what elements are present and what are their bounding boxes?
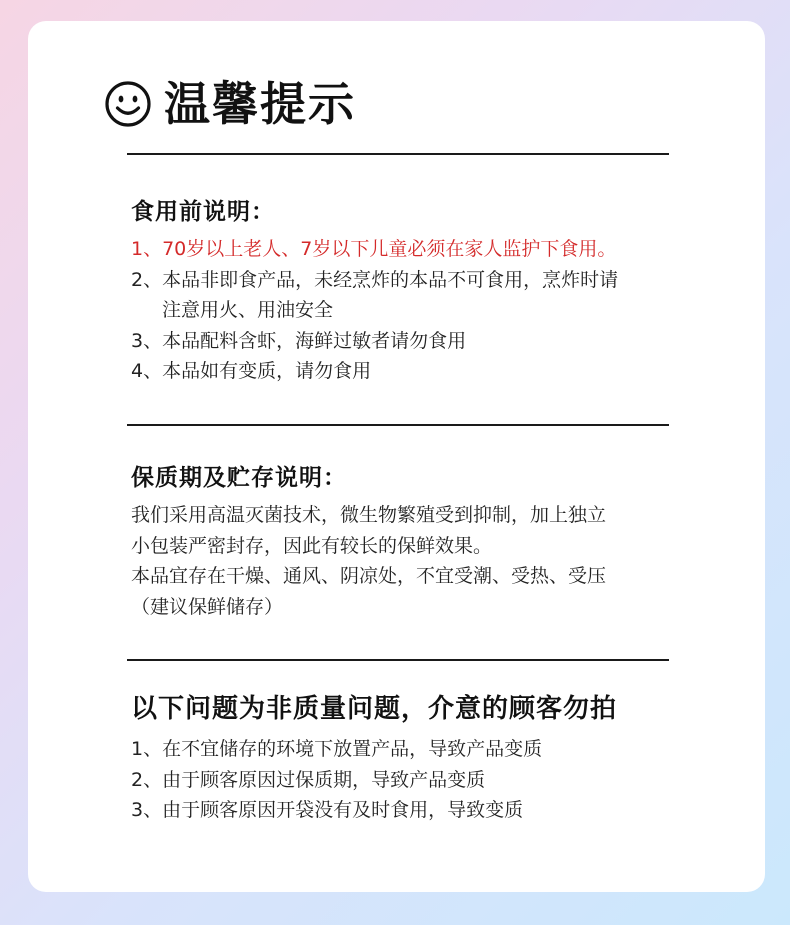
- paragraph-line: 本品宜存在干燥、通风、阴凉处，不宜受潮、受热、受压: [131, 565, 607, 587]
- section-heading: 食用前说明：: [131, 199, 275, 225]
- title-row: [104, 74, 356, 134]
- paragraph-line: 小包装严密封存，因此有较长的保鲜效果。: [131, 534, 493, 557]
- section-heading: 保质期及贮存说明：: [131, 465, 347, 491]
- section-storage: [131, 463, 711, 622]
- list-item: 1、在不宜储存的环境下放置产品，导致产品变质: [131, 738, 543, 760]
- list-item-continuation: 注意用火、用油安全: [162, 299, 334, 321]
- section-before-eating: [131, 197, 711, 387]
- smiley-face-icon: [104, 80, 152, 128]
- list-item: 3、本品配料含虾，海鲜过敏者请勿食用: [131, 329, 467, 352]
- list-item: 3、由于顾客原因开袋没有及时食用，导致变质: [131, 799, 524, 821]
- section-heading: 以下问题为非质量问题，介意的顾客勿拍: [131, 694, 618, 724]
- divider-top: [127, 153, 669, 155]
- list-item: 2、由于顾客原因过保质期，导致产品变质: [131, 768, 486, 791]
- paragraph-line: （建议保鲜储存）: [131, 595, 284, 618]
- list-item: 2、本品非即食产品，未经烹炸的本品不可食用，烹炸时请: [131, 268, 619, 291]
- section-non-quality-issues: [131, 692, 711, 826]
- paragraph-line: 我们采用高温灭菌技术，微生物繁殖受到抑制，加上独立: [131, 504, 607, 526]
- page-title: 温馨提示: [164, 77, 356, 131]
- divider-middle: [127, 424, 669, 426]
- divider-bottom: [127, 659, 669, 661]
- list-item: 4、本品如有变质，请勿食用: [131, 360, 372, 382]
- warning-line: 1、70岁以上老人、7岁以下儿童必须在家人监护下食用。: [131, 238, 617, 260]
